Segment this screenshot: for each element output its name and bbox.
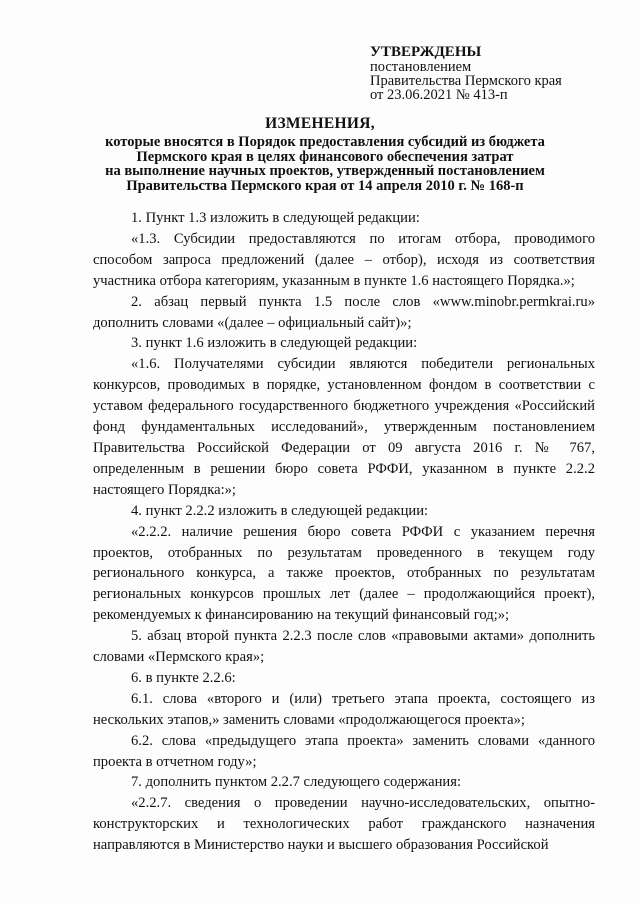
paragraph-13: «2.2.7. сведения о проведении научно-исследовательских, опытно-конструкторских и технологических работ гражданского назначения направляются в Министерство науки и высшего образования Российской [93, 795, 595, 854]
document-subtitle [60, 135, 590, 193]
paragraph-5: «1.6. Получателями субсидии являются победители региональных конкурсов, проводимых в порядке, установленном фондом в соответствии с уставом федерального государственного бюджетного учреждения «Российский фонд фундаментальных исследований», утвержденным постановлением Правительства Российской Федерации от 09 августа 2016 г. № 767, определенным в решении бюро совета РФФИ, указанном в пункте 2.2.2 настоящего Порядка:»; [93, 356, 595, 498]
approval-line-1: постановлением [370, 59, 472, 75]
paragraph-2: «1.3. Субсидии предоставляются по итогам отбора, проводимого способом запроса предложений (далее – отбор), исходя из соответствия участника отбора категориям, указанным в пункте 1.6 настоящего Порядка.»; [93, 230, 595, 289]
subtitle-line-3: на выполнение научных проектов, утвержденный постановлением [105, 163, 545, 179]
paragraph-9: 6. в пункте 2.2.6: [131, 669, 236, 686]
paragraph-8: 5. абзац второй пункта 2.2.3 после слов «правовыми актами» дополнить словами «Пермского края»; [93, 628, 595, 666]
approval-line-2: Правительства Пермского края [370, 73, 562, 89]
paragraph-3: 2. абзац первый пункта 1.5 после слов «www.minobr.permkrai.ru» дополнить словами «(далее – официальный сайт)»; [93, 293, 595, 331]
subtitle-line-4: Правительства Пермского края от 14 апреля 2010 г. № 168-п [126, 177, 524, 194]
approval-heading: УТВЕРЖДЕНЫ [370, 44, 482, 60]
document-body [93, 208, 595, 856]
approval-line-3: от 23.06.2021 № 413-п [370, 87, 508, 103]
paragraph-6: 4. пункт 2.2.2 изложить в следующей редакции: [131, 502, 429, 519]
approval-stamp [370, 45, 620, 102]
subtitle-line-1: которые вносятся в Порядок предоставления субсидий из бюджета [105, 134, 545, 150]
paragraph-10: 6.1. слова «второго и (или) третьего этапа проекта, состоящего из нескольких этапов,» заменить словами «продолжающегося проекта»; [93, 690, 595, 728]
paragraph-7: «2.2.2. наличие решения бюро совета РФФИ с указанием перечня проектов, отобранных по результатам проведенного в текущем году регионального конкурса, а также проектов, отобранных по результатам региональных конкурсов прошлых лет (далее – продолжающийся проект), рекомендуемых к финансированию на текущий финансовый год;»; [93, 523, 595, 624]
paragraph-1: 1. Пункт 1.3 изложить в следующей редакции: [131, 210, 420, 226]
paragraph-12: 7. дополнить пунктом 2.2.7 следующего содержания: [131, 774, 462, 791]
document-title: ИЗМЕНЕНИЯ, [265, 115, 375, 132]
paragraph-4: 3. пункт 1.6 изложить в следующей редакции: [131, 335, 418, 352]
paragraph-11: 6.2. слова «предыдущего этапа проекта» заменить словами «данного проекта в отчетном году»; [93, 732, 595, 770]
subtitle-line-2: Пермского края в целях финансового обеспечения затрат [136, 148, 514, 165]
